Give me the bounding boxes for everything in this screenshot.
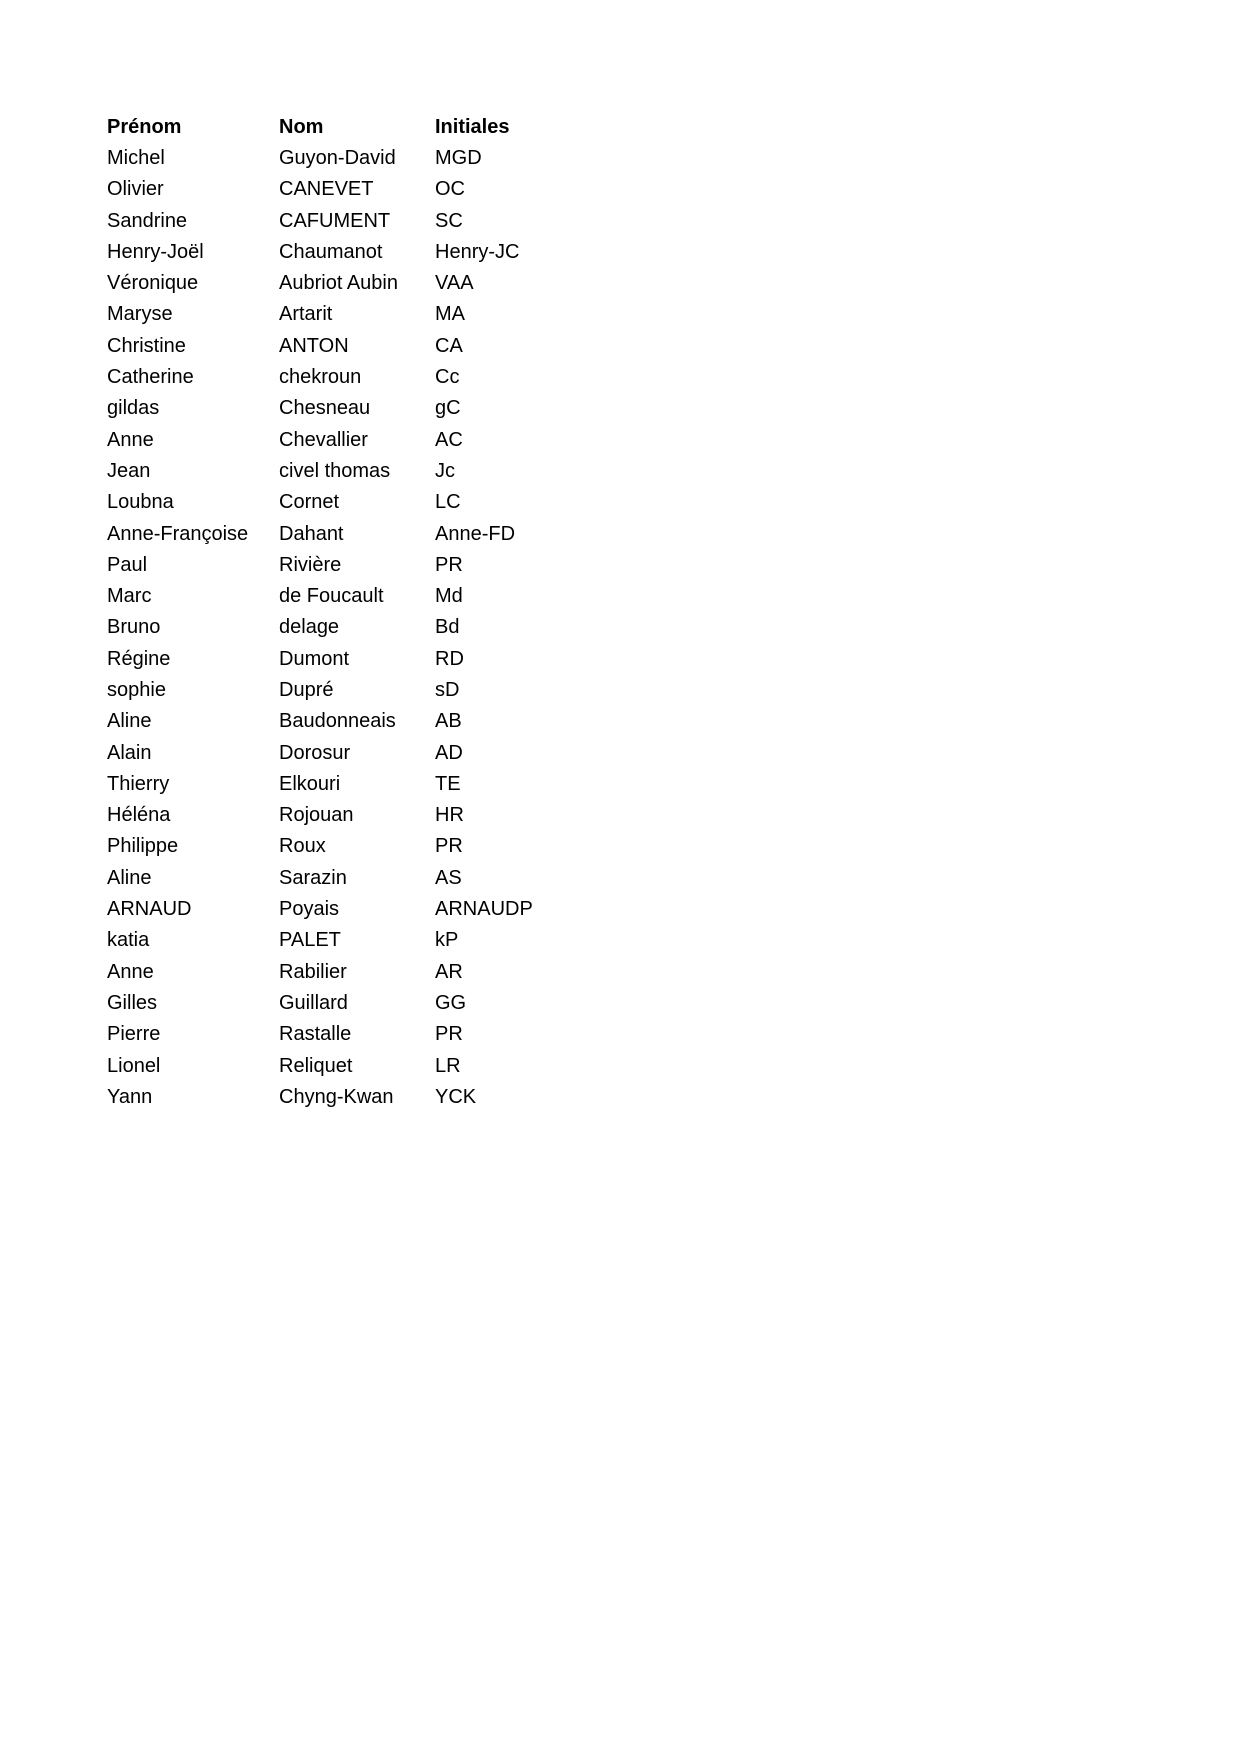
cell-nom: Cornet	[279, 491, 340, 514]
cell-prenom: Catherine	[107, 366, 194, 389]
table-row	[107, 706, 575, 737]
cell-prenom: katia	[107, 929, 150, 952]
cell-initiales: Cc	[435, 366, 460, 389]
table-row	[107, 455, 575, 486]
table-row	[107, 800, 575, 831]
cell-nom: CAFUMENT	[279, 209, 391, 232]
cell-initiales: Henry-JC	[435, 240, 520, 263]
cell-prenom: Alain	[107, 741, 152, 764]
cell-prenom: Yann	[107, 1085, 153, 1108]
cell-initiales: Bd	[435, 616, 460, 639]
cell-nom: Dahant	[279, 522, 344, 545]
table-row	[107, 1050, 575, 1081]
cell-initiales: OC	[435, 178, 465, 201]
cell-initiales: AD	[435, 741, 463, 764]
cell-nom: Dumont	[279, 647, 350, 670]
table-row	[107, 330, 575, 361]
cell-prenom: gildas	[107, 397, 160, 420]
table-row	[107, 580, 575, 611]
cell-nom: Sarazin	[279, 866, 347, 889]
table-row	[107, 893, 575, 924]
cell-prenom: Pierre	[107, 1023, 161, 1046]
table-row	[107, 674, 575, 705]
cell-nom: Chevallier	[279, 428, 368, 451]
cell-prenom: Véronique	[107, 272, 199, 295]
cell-nom: Poyais	[279, 898, 340, 921]
table-row	[107, 831, 575, 862]
cell-initiales: MGD	[435, 146, 482, 169]
table-row	[107, 987, 575, 1018]
cell-prenom: Paul	[107, 553, 148, 576]
cell-nom: chekroun	[279, 366, 362, 389]
cell-prenom: Lionel	[107, 1054, 161, 1077]
cell-nom: civel thomas	[279, 459, 391, 482]
cell-initiales: kP	[435, 929, 459, 952]
cell-initiales: RD	[435, 647, 464, 670]
cell-initiales: gC	[435, 397, 461, 420]
cell-nom: Rivière	[279, 553, 342, 576]
table-row	[107, 925, 575, 956]
cell-initiales: CA	[435, 334, 463, 357]
cell-nom: Chesneau	[279, 397, 371, 420]
cell-initiales: YCK	[435, 1085, 477, 1108]
table-row	[107, 862, 575, 893]
cell-nom: Chyng-Kwan	[279, 1085, 394, 1108]
cell-prenom: Henry-Joël	[107, 240, 204, 263]
table-row	[107, 737, 575, 768]
table-row	[107, 299, 575, 330]
cell-prenom: Marc	[107, 585, 152, 608]
cell-prenom: Sandrine	[107, 209, 188, 232]
cell-prenom: Anne	[107, 428, 154, 451]
cell-prenom: Loubna	[107, 491, 174, 514]
cell-prenom: Anne	[107, 960, 154, 983]
cell-initiales: Anne-FD	[435, 522, 516, 545]
cell-nom: Elkouri	[279, 772, 341, 795]
table-row	[107, 174, 575, 205]
cell-nom: PALET	[279, 929, 341, 952]
table-row	[107, 361, 575, 392]
cell-prenom: Philippe	[107, 835, 179, 858]
cell-nom: Guillard	[279, 991, 348, 1014]
table-row	[107, 205, 575, 236]
header-nom: Nom	[279, 115, 324, 138]
cell-prenom: Héléna	[107, 804, 171, 827]
cell-nom: Artarit	[279, 303, 333, 326]
cell-nom: Roux	[279, 835, 326, 858]
cell-prenom: Thierry	[107, 772, 170, 795]
cell-nom: Dorosur	[279, 741, 351, 764]
cell-initiales: PR	[435, 1023, 463, 1046]
table-row	[107, 267, 575, 298]
cell-nom: delage	[279, 616, 340, 639]
cell-initiales: TE	[435, 772, 461, 795]
table-row	[107, 142, 575, 173]
cell-initiales: AB	[435, 710, 462, 733]
header-initiales: Initiales	[435, 115, 510, 138]
table-row	[107, 1081, 575, 1112]
table-row	[107, 612, 575, 643]
table-row	[107, 643, 575, 674]
cell-prenom: Régine	[107, 647, 171, 670]
cell-initiales: LC	[435, 491, 461, 514]
cell-nom: Reliquet	[279, 1054, 353, 1077]
table-row	[107, 518, 575, 549]
cell-initiales: Md	[435, 585, 463, 608]
cell-initiales: AC	[435, 428, 463, 451]
table-header-row	[107, 111, 575, 142]
cell-initiales: AR	[435, 960, 463, 983]
cell-nom: Aubriot Aubin	[279, 272, 398, 295]
header-prenom: Prénom	[107, 115, 182, 138]
cell-prenom: sophie	[107, 678, 166, 701]
cell-prenom: ARNAUD	[107, 898, 192, 921]
cell-nom: Rojouan	[279, 804, 354, 827]
cell-initiales: AS	[435, 866, 462, 889]
cell-nom: de Foucault	[279, 585, 384, 608]
cell-prenom: Christine	[107, 334, 186, 357]
cell-nom: Guyon-David	[279, 146, 396, 169]
cell-initiales: ARNAUDP	[435, 898, 533, 921]
cell-initiales: SC	[435, 209, 463, 232]
cell-prenom: Gilles	[107, 991, 158, 1014]
cell-initiales: MA	[435, 303, 465, 326]
table-row	[107, 487, 575, 518]
cell-nom: CANEVET	[279, 178, 374, 201]
cell-prenom: Anne-Françoise	[107, 522, 249, 545]
cell-prenom: Olivier	[107, 178, 164, 201]
cell-prenom: Aline	[107, 866, 152, 889]
cell-initiales: HR	[435, 804, 464, 827]
names-table	[107, 111, 575, 1113]
cell-initiales: GG	[435, 991, 467, 1014]
table-body	[107, 142, 575, 1112]
cell-prenom: Michel	[107, 146, 165, 169]
cell-initiales: Jc	[435, 459, 455, 482]
cell-prenom: Aline	[107, 710, 152, 733]
cell-initiales: PR	[435, 835, 463, 858]
cell-nom: Dupré	[279, 678, 334, 701]
table-row	[107, 424, 575, 455]
table-row	[107, 236, 575, 267]
cell-nom: Rastalle	[279, 1023, 352, 1046]
cell-nom: Rabilier	[279, 960, 347, 983]
cell-nom: ANTON	[279, 334, 349, 357]
cell-initiales: LR	[435, 1054, 461, 1077]
cell-initiales: sD	[435, 678, 460, 701]
cell-nom: Chaumanot	[279, 240, 383, 263]
table-row	[107, 768, 575, 799]
cell-prenom: Maryse	[107, 303, 173, 326]
table-row	[107, 956, 575, 987]
cell-prenom: Bruno	[107, 616, 161, 639]
table-row	[107, 393, 575, 424]
table-row	[107, 549, 575, 580]
cell-prenom: Jean	[107, 459, 151, 482]
cell-initiales: VAA	[435, 272, 474, 295]
table-row	[107, 1019, 575, 1050]
cell-initiales: PR	[435, 553, 463, 576]
cell-nom: Baudonneais	[279, 710, 396, 733]
